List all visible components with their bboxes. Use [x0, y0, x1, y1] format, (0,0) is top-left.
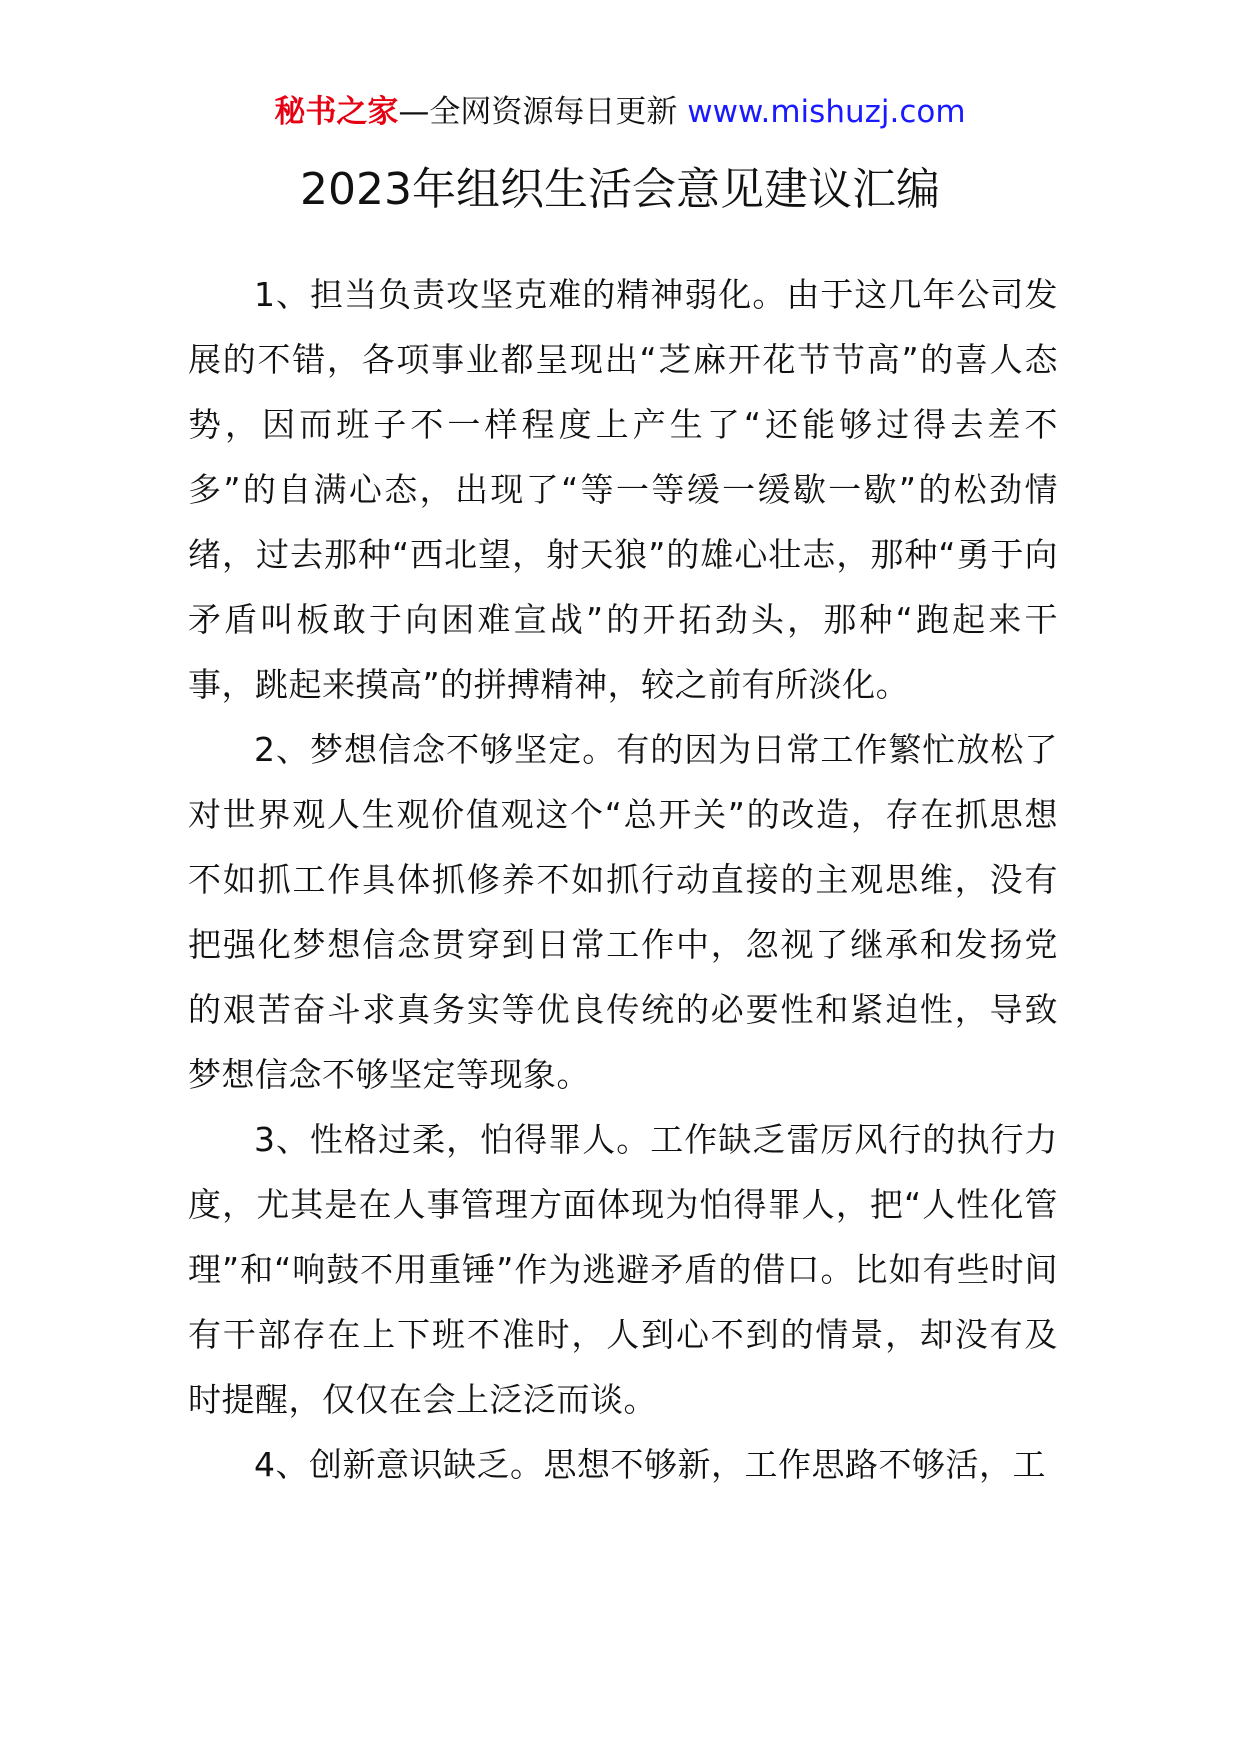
paragraph-4: 4、创新意识缺乏。思想不够新，工作思路不够活，工 — [254, 1445, 1046, 1484]
document-title: 2023年组织生活会意见建议汇编 — [300, 164, 940, 215]
document-body — [188, 262, 1058, 1497]
brand-name: 秘书之家 — [274, 94, 399, 130]
paragraph-1: 1、担当负责攻坚克难的精神弱化。由于这几年公司发展的不错，各项事业都呈现出“芝麻开花节节高”的喜人态势，因而班子不一样程度上产生了“还能够过得去差不多”的自满心态，出现了“等一等缓一缓歇一歇”的松劲情绪，过去那种“西北望，射天狼”的雄心壮志，那种“勇于向矛盾叫板敢于向困难宣战”的开拓劲头，那种“跑起来干事，跳起来摸高”的拼搏精神，较之前有所淡化。 — [188, 275, 1058, 704]
paragraph-3: 3、性格过柔，怕得罪人。工作缺乏雷厉风行的执行力度，尤其是在人事管理方面体现为怕得罪人，把“人性化管理”和“响鼓不用重锤”作为逃避矛盾的借口。比如有些时间有干部存在上下班不准时，人到心不到的情景，却没有及时提醒，仅仅在会上泛泛而谈。 — [188, 1120, 1058, 1419]
header-tagline: —全网资源每日更新 — [398, 94, 688, 130]
site-header — [0, 92, 1240, 132]
paragraph-2: 2、梦想信念不够坚定。有的因为日常工作繁忙放松了对世界观人生观价值观这个“总开关”的改造，存在抓思想不如抓工作具体抓修养不如抓行动直接的主观思维，没有把强化梦想信念贯穿到日常工作中，忽视了继承和发扬党的艰苦奋斗求真务实等优良传统的必要性和紧迫性，导致梦想信念不够坚定等现象。 — [188, 730, 1058, 1094]
site-url-link[interactable]: www.mishuzj.com — [687, 94, 966, 130]
